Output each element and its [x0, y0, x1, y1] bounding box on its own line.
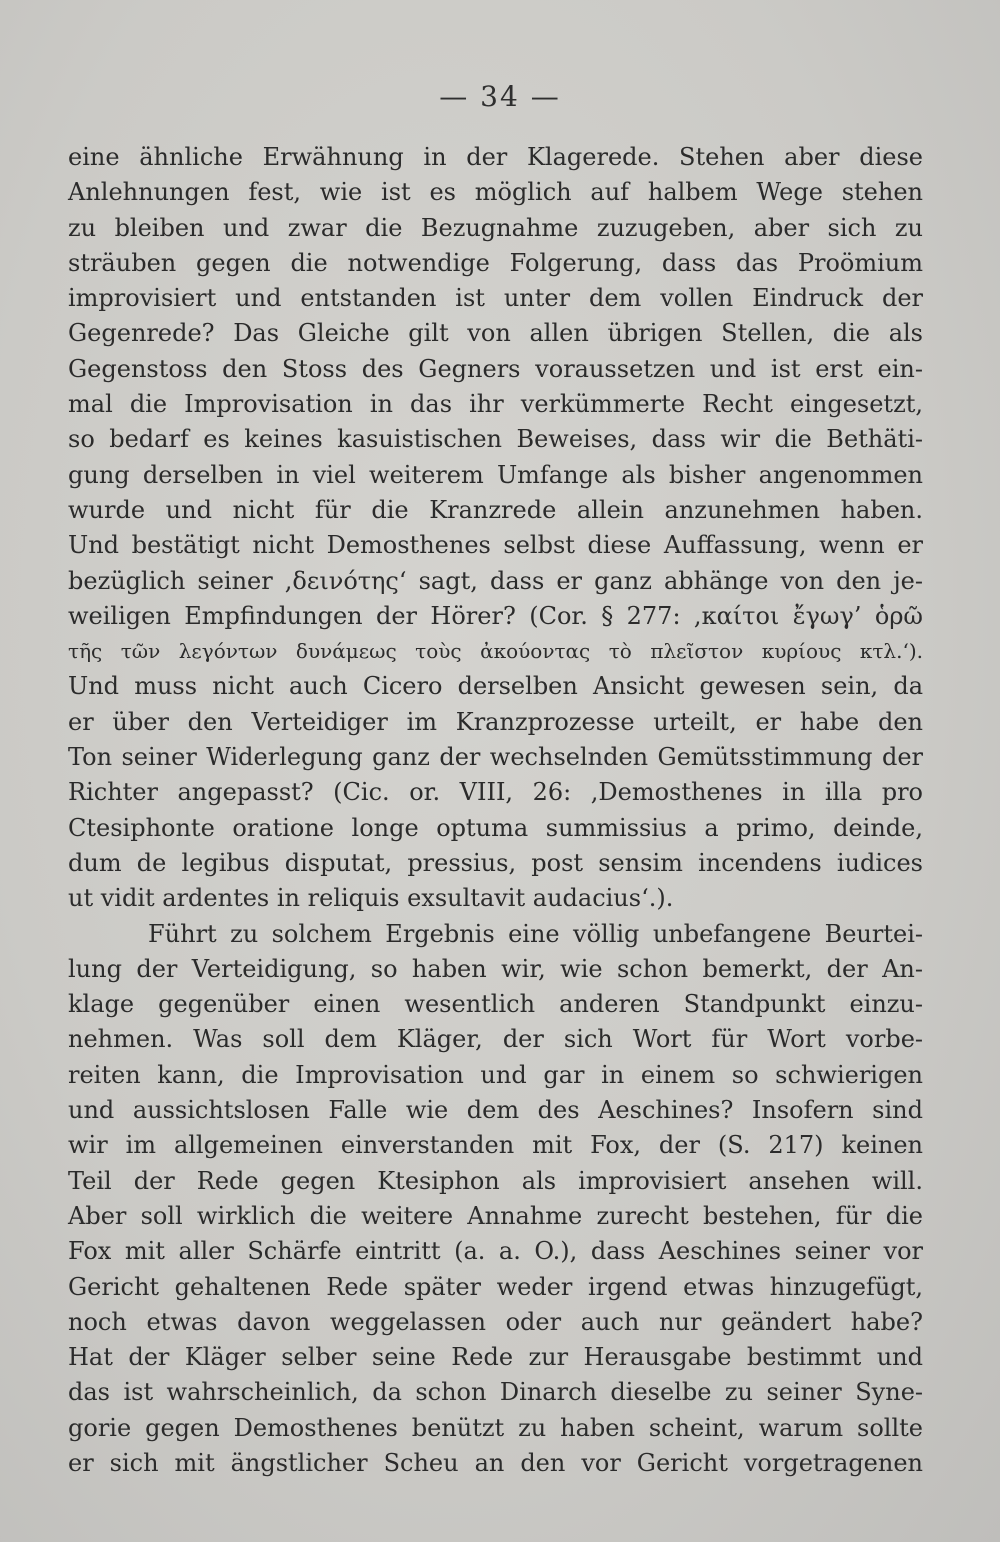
text-line: Gericht gehaltenen Rede später weder irgend etwas hinzugefügt, — [68, 1272, 923, 1301]
paragraph-2 — [68, 917, 923, 1482]
text-line: noch etwas davon weggelassen oder auch nur geändert habe? — [68, 1307, 923, 1336]
text-line: improvisiert und entstanden ist unter dem vollen Eindruck der — [68, 284, 923, 313]
text-line: Und bestätigt nicht Demosthenes selbst diese Auffassung, wenn er — [68, 531, 923, 560]
page-number: — 34 — — [439, 80, 561, 113]
text-line: bezüglich seiner ,δεινότης‘ sagt, dass er ganz abhänge von den je- — [68, 566, 923, 595]
text-line: Richter angepasst? (Cic. or. VIII, 26: ,Demosthenes in illa pro — [68, 778, 923, 807]
text-line: dum de legibus disputat, pressius, post sensim incendens iudices — [68, 848, 923, 877]
text-line: so bedarf es keines kasuistischen Beweises, dass wir die Bethäti- — [68, 425, 923, 454]
text-line: das ist wahrscheinlich, da schon Dinarch dieselbe zu seiner Syne- — [68, 1378, 923, 1407]
text-line: lung der Verteidigung, so haben wir, wie schon bemerkt, der An- — [68, 954, 923, 983]
greek-quote-line: τῆς τῶν λεγόντων δυνάμεως τοὺς ἀκούοντας τὸ πλεῖστον κυρίους κτλ.‘). — [68, 639, 923, 664]
text-line: Und muss nicht auch Cicero derselben Ansicht gewesen sein, da — [68, 672, 923, 701]
text-line: Führt zu solchem Ergebnis eine völlig unbefangene Beurtei- — [148, 919, 923, 948]
text-line: weiligen Empfindungen der Hörer? (Cor. § 277: ,καίτοι ἔγωγ’ ὁρῶ — [68, 601, 923, 630]
text-line: sträuben gegen die notwendige Folgerung, dass das Proömium — [68, 248, 923, 277]
text-line: Ctesiphonte oratione longe optuma summissius a primo, deinde, — [68, 813, 923, 842]
text-line: reiten kann, die Improvisation und gar in einem so schwierigen — [68, 1060, 923, 1089]
text-line: und aussichtslosen Falle wie dem des Aeschines? Insofern sind — [68, 1096, 923, 1125]
text-line: wurde und nicht für die Kranzrede allein anzunehmen haben. — [68, 495, 923, 524]
text-line: Ton seiner Widerlegung ganz der wechselnden Gemütsstimmung der — [68, 743, 923, 772]
text-line: gorie gegen Demosthenes benützt zu haben scheint, warum sollte — [68, 1413, 923, 1442]
text-line: Fox mit aller Schärfe eintritt (a. a. O.), dass Aeschines seiner vor — [68, 1237, 923, 1266]
text-line: er sich mit ängstlicher Scheu an den vor Gericht vorgetragenen — [68, 1448, 923, 1477]
text-line: Hat der Kläger selber seine Rede zur Herausgabe bestimmt und — [68, 1343, 923, 1372]
text-line: eine ähnliche Erwähnung in der Klagerede. Stehen aber diese — [68, 143, 923, 171]
text-line: er über den Verteidiger im Kranzprozesse urteilt, er habe den — [68, 707, 923, 736]
text-line: Gegenrede? Das Gleiche gilt von allen übrigen Stellen, die als — [68, 319, 923, 348]
text-line: mal die Improvisation in das ihr verkümmerte Recht eingesetzt, — [68, 390, 923, 419]
text-line: wir im allgemeinen einverstanden mit Fox, der (S. 217) keinen — [68, 1131, 923, 1160]
text-line: zu bleiben und zwar die Bezugnahme zuzugeben, aber sich zu — [68, 213, 923, 242]
text-line: Teil der Rede gegen Ktesiphon als improvisiert ansehen will. — [68, 1166, 923, 1195]
text-line: ut vidit ardentes in reliquis exsultavit audacius‘.). — [68, 884, 674, 913]
text-line: klage gegenüber einen wesentlich anderen Standpunkt einzu- — [68, 990, 923, 1019]
page-text — [68, 140, 923, 1481]
text-line: nehmen. Was soll dem Kläger, der sich Wort für Wort vorbe- — [68, 1025, 923, 1054]
text-line: Gegenstoss den Stoss des Gegners voraussetzen und ist erst ein- — [68, 354, 923, 383]
text-line: Aber soll wirklich die weitere Annahme zurecht bestehen, für die — [68, 1201, 923, 1230]
text-line: gung derselben in viel weiterem Umfange als bisher angenommen — [68, 460, 923, 489]
text-line: Anlehnungen fest, wie ist es möglich auf halbem Wege stehen — [68, 178, 923, 207]
paragraph-1 — [68, 140, 923, 917]
